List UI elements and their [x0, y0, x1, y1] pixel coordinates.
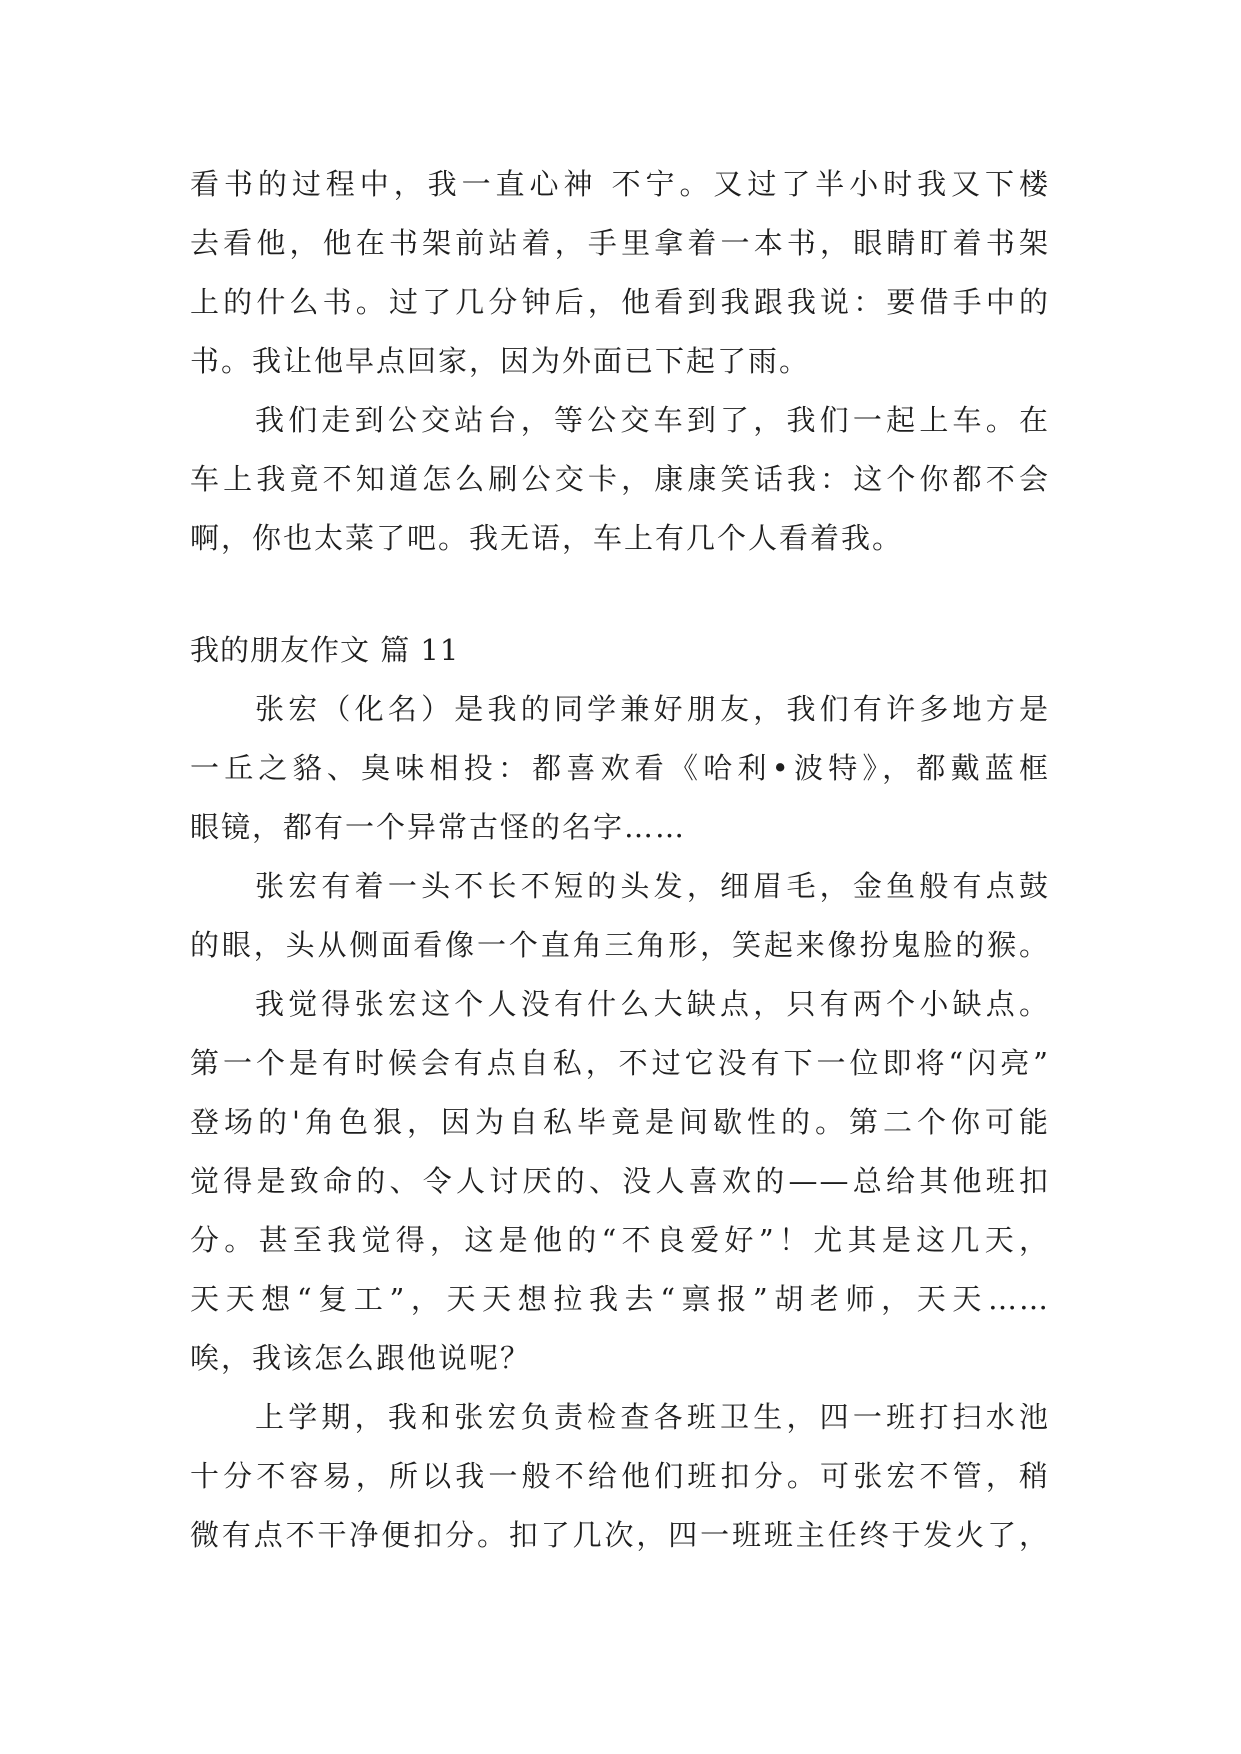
text-line: 书。我让他早点回家，因为外面已下起了雨。: [190, 344, 811, 378]
text-line: 分。甚至我觉得，这是他的“不良爱好”！尤其是这几天，: [190, 1223, 1050, 1257]
paragraph: [190, 857, 1050, 975]
text-line: 天天想“复工”，天天想拉我去“禀报”胡老师，天天……: [190, 1282, 1050, 1316]
text-line: 十分不容易，所以我一般不给他们班扣分。可张宏不管，稍: [190, 1459, 1050, 1493]
text-line: 微有点不干净便扣分。扣了几次，四一班班主任终于发火了，: [190, 1518, 1050, 1552]
text-line: 张宏有着一头不长不短的头发，细眉毛，金鱼般有点鼓: [255, 869, 1050, 903]
text-line: 上学期，我和张宏负责检查各班卫生，四一班打扫水池: [255, 1400, 1050, 1434]
text-line: 眼镜，都有一个异常古怪的名字……: [190, 810, 687, 844]
blank-spacer: [190, 568, 1050, 621]
text-line: 车上我竟不知道怎么刷公交卡，康康笑话我：这个你都不会: [190, 462, 1050, 496]
text-line: 上的什么书。过了几分钟后，他看到我跟我说：要借手中的: [190, 285, 1050, 319]
document-page: [190, 155, 1050, 1565]
text-line: 觉得是致命的、令人讨厌的、没人喜欢的——总给其他班扣: [190, 1164, 1050, 1198]
paragraph: [190, 680, 1050, 857]
text-line: 我们走到公交站台，等公交车到了，我们一起上车。在: [255, 403, 1050, 437]
section-heading: 我的朋友作文 篇 11: [190, 633, 460, 667]
paragraph: [190, 975, 1050, 1388]
paragraph: [190, 1388, 1050, 1565]
text-line: 一丘之貉、臭味相投：都喜欢看《哈利•波特》，都戴蓝框: [190, 751, 1050, 785]
text-line: 去看他，他在书架前站着，手里拿着一本书，眼睛盯着书架: [190, 226, 1050, 260]
text-line: 啊，你也太菜了吧。我无语，车上有几个人看着我。: [190, 521, 904, 555]
text-line: 张宏（化名）是我的同学兼好朋友，我们有许多地方是: [255, 692, 1050, 726]
text-line: 登场的'角色狠，因为自私毕竟是间歇性的。第二个你可能: [190, 1105, 1050, 1139]
paragraph: [190, 155, 1050, 391]
text-line: 我觉得张宏这个人没有什么大缺点，只有两个小缺点。: [255, 987, 1050, 1021]
paragraph: [190, 391, 1050, 568]
text-line: 看书的过程中，我一直心神 不宁。又过了半小时我又下楼: [190, 167, 1050, 201]
text-line: 的眼，头从侧面看像一个直角三角形，笑起来像扮鬼脸的猴。: [190, 928, 1050, 962]
text-line: 唉，我该怎么跟他说呢？: [190, 1341, 532, 1375]
text-line: 第一个是有时候会有点自私，不过它没有下一位即将“闪亮”: [190, 1046, 1050, 1080]
